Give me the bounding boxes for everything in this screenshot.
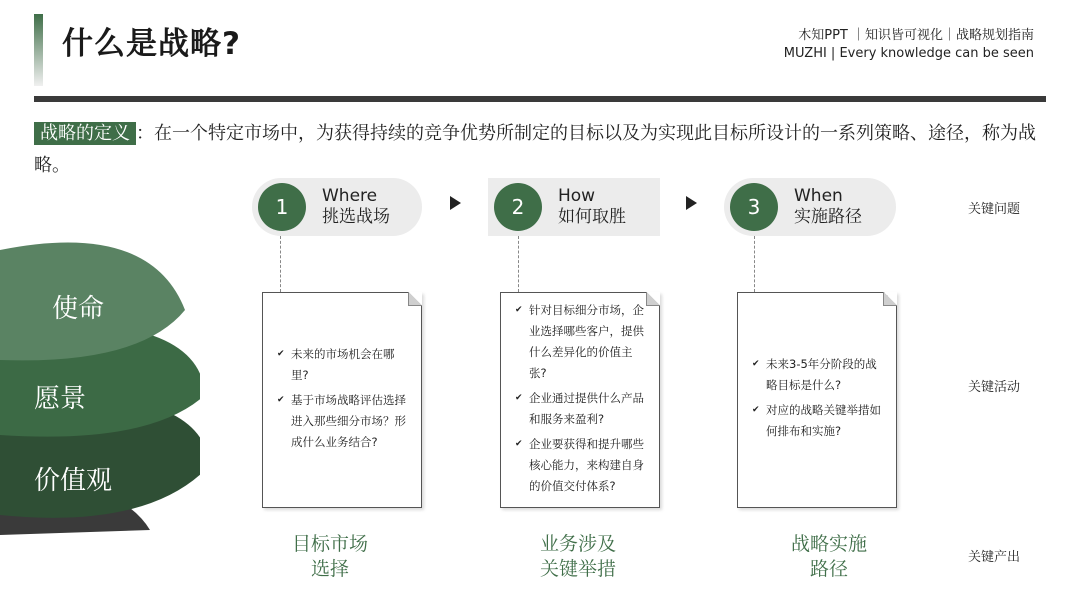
step-zh: 挑选战场 xyxy=(322,207,390,227)
strategy-definition xyxy=(34,118,1044,182)
connector-line xyxy=(754,236,755,292)
layer-label-vision: 愿景 xyxy=(34,384,87,414)
checkmark-list-item: ✔ 对应的战略关键举措如何排布和实施? xyxy=(754,400,882,442)
output-2 xyxy=(498,532,658,582)
step-label-where xyxy=(322,186,390,228)
activity-card-3 xyxy=(737,292,897,508)
step-label-when xyxy=(794,186,862,228)
step-en: When xyxy=(794,186,843,206)
step-en: How xyxy=(558,186,596,206)
output-line: 路径 xyxy=(809,558,848,580)
layer-stack-graphic xyxy=(0,230,200,550)
layer-label-values: 价值观 xyxy=(34,466,113,496)
checkmark-list-item: ✔ 未来3-5年分阶段的战略目标是什么? xyxy=(754,354,882,396)
output-3 xyxy=(749,532,909,582)
row-label-question: 关键问题 xyxy=(968,202,1021,217)
checkmark-list-item: ✔ 企业通过提供什么产品和服务来盈利? xyxy=(517,388,645,430)
activity-card-2 xyxy=(500,292,660,508)
definition-label: 战略的定义 xyxy=(34,122,136,145)
card-corner-fold xyxy=(646,292,660,306)
step-how xyxy=(488,178,660,236)
output-line: 选择 xyxy=(310,558,349,580)
step-label-how xyxy=(558,186,626,228)
checkmark-list-item: ✔ 企业要获得和提升哪些核心能力，来构建自身的价值交付体系? xyxy=(517,434,645,497)
play-arrow-icon xyxy=(686,196,697,210)
output-line: 目标市场 xyxy=(291,533,368,555)
activity-list xyxy=(754,354,882,446)
brand-tagline-en: MUZHI | Every knowledge can be seen xyxy=(783,46,1034,61)
mission-vision-values-stack xyxy=(0,230,200,550)
output-line: 战略实施 xyxy=(790,533,867,555)
step-number-1: 1 xyxy=(258,183,306,231)
activity-list xyxy=(517,300,645,501)
step-zh: 实施路径 xyxy=(794,207,862,227)
row-label-output: 关键产出 xyxy=(968,550,1021,565)
activity-list xyxy=(279,344,407,457)
step-where xyxy=(252,178,422,236)
step-en: Where xyxy=(322,186,378,206)
checkmark-list-item: ✔ 针对目标细分市场，企业选择哪些客户，提供什么差异化的价值主张? xyxy=(517,300,645,384)
card-corner-fold xyxy=(883,292,897,306)
activity-card-1 xyxy=(262,292,422,508)
checkmark-list-item: ✔ 基于市场战略评估选择进入那些细分市场？形成什么业务结合? xyxy=(279,390,407,453)
connector-line xyxy=(280,236,281,292)
header-divider xyxy=(34,96,1046,102)
title-accent-bar xyxy=(34,14,43,86)
output-1 xyxy=(250,532,410,582)
page-title: 什么是战略? xyxy=(62,26,241,62)
layer-label-mission: 使命 xyxy=(52,294,105,324)
card-corner-fold xyxy=(408,292,422,306)
step-number-3: 3 xyxy=(730,183,778,231)
checkmark-list-item: ✔ 未来的市场机会在哪里? xyxy=(279,344,407,386)
step-number-2: 2 xyxy=(494,183,542,231)
play-arrow-icon xyxy=(450,196,461,210)
definition-text: ：在一个特定市场中，为获得持续的竞争优势所制定的目标以及为实现此目标所设计的一系列策略、途径，称为战略。 xyxy=(34,123,1036,176)
output-line: 业务涉及 xyxy=(539,533,616,555)
row-label-activity: 关键活动 xyxy=(968,380,1021,395)
step-zh: 如何取胜 xyxy=(558,207,626,227)
brand-tagline-cn: 木知PPT ｜知识皆可视化｜战略规划指南 xyxy=(798,28,1034,43)
connector-line xyxy=(518,236,519,292)
step-when xyxy=(724,178,896,236)
output-line: 关键举措 xyxy=(539,558,616,580)
